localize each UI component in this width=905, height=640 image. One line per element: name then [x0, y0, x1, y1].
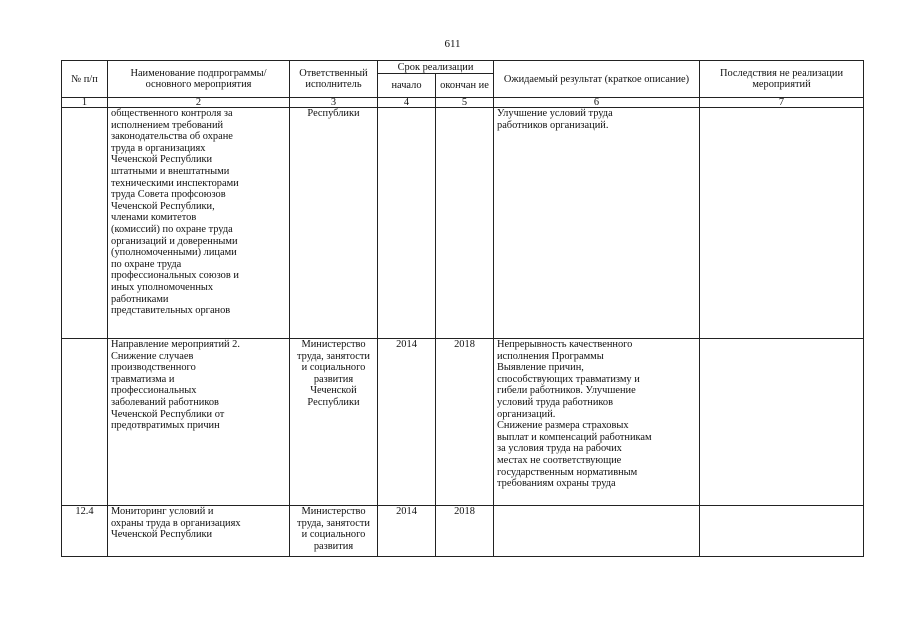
- column-number: 5: [436, 98, 494, 108]
- cell-start: 2014: [378, 339, 436, 506]
- column-number: 4: [378, 98, 436, 108]
- cell-name-text: общественного контроля за исполнением требований законодательства об охране труда в организациях Чеченской Республики штатными и внештатными техническими инспекторами труда Совета профсоюзов Чеченской Республики, членами комитетов (комиссий) по охране труда организаций и доверенными (уполномоченными) лицами по охране труда профессиональных союзов и иных уполномоченных работниками представительных органов: [111, 108, 239, 317]
- cell-num: 12.4: [62, 506, 108, 557]
- cell-start: 2014: [378, 506, 436, 557]
- column-number: 7: [700, 98, 864, 108]
- column-number: 2: [108, 98, 290, 108]
- column-number-row: [62, 98, 864, 108]
- header-consequences: Последствия не реализации мероприятий: [700, 61, 864, 98]
- cell-num: [62, 108, 108, 339]
- header-executor: Ответственный исполнитель: [290, 61, 378, 98]
- program-table: [61, 60, 864, 557]
- cell-end: 2018: [436, 506, 494, 557]
- column-number: 3: [290, 98, 378, 108]
- cell-executor: [290, 339, 378, 506]
- cell-result-text: Непрерывность качественного исполнения Программы Выявление причин, способствующих травматизму и гибели работников. Улучшение условий труда работников организаций. Снижение размера страховых выплат и компенсаций работникам за условия труда на рабочих местах не соответствующие государственным нормативным требованиям охраны труда: [497, 339, 652, 490]
- cell-name: [108, 339, 290, 506]
- cell-consequences: [700, 108, 864, 339]
- table-row: [62, 339, 864, 506]
- cell-executor: [290, 506, 378, 557]
- cell-name: [108, 108, 290, 339]
- cell-name: [108, 506, 290, 557]
- table-row: [62, 108, 864, 339]
- column-number: 1: [62, 98, 108, 108]
- cell-executor-text: Министерство труда, занятости и социального развития: [297, 506, 370, 552]
- cell-result: [494, 108, 700, 339]
- page-number: 611: [444, 38, 461, 50]
- header-name: Наименование подпрограммы/ основного мероприятия: [108, 61, 290, 98]
- header-end: окончан ие: [436, 74, 494, 98]
- header-period: Срок реализации: [378, 61, 494, 74]
- cell-end: [436, 108, 494, 339]
- cell-name-text: Направление мероприятий 2. Снижение случаев производственного травматизма и профессиональных заболеваний работников Чеченской Республики от предотвратимых причин: [111, 339, 240, 432]
- cell-consequences: [700, 506, 864, 557]
- table-row: [62, 506, 864, 557]
- header-result: Ожидаемый результат (краткое описание): [494, 61, 700, 98]
- cell-result: [494, 339, 700, 506]
- cell-name-text: Мониторинг условий и охраны труда в организациях Чеченской Республики: [111, 506, 241, 541]
- cell-start: [378, 108, 436, 339]
- cell-num: [62, 339, 108, 506]
- header-row: [62, 61, 864, 74]
- cell-end: 2018: [436, 339, 494, 506]
- column-number: 6: [494, 98, 700, 108]
- cell-executor: [290, 108, 378, 339]
- header-num: № п/п: [62, 61, 108, 98]
- cell-executor-text: Министерство труда, занятости и социального развития Чеченской Республики: [297, 339, 370, 408]
- cell-consequences: [700, 339, 864, 506]
- header-start: начало: [378, 74, 436, 98]
- cell-result-text: Улучшение условий труда работников организаций.: [497, 108, 613, 131]
- cell-result: [494, 506, 700, 557]
- cell-executor-text: Республики: [307, 108, 360, 119]
